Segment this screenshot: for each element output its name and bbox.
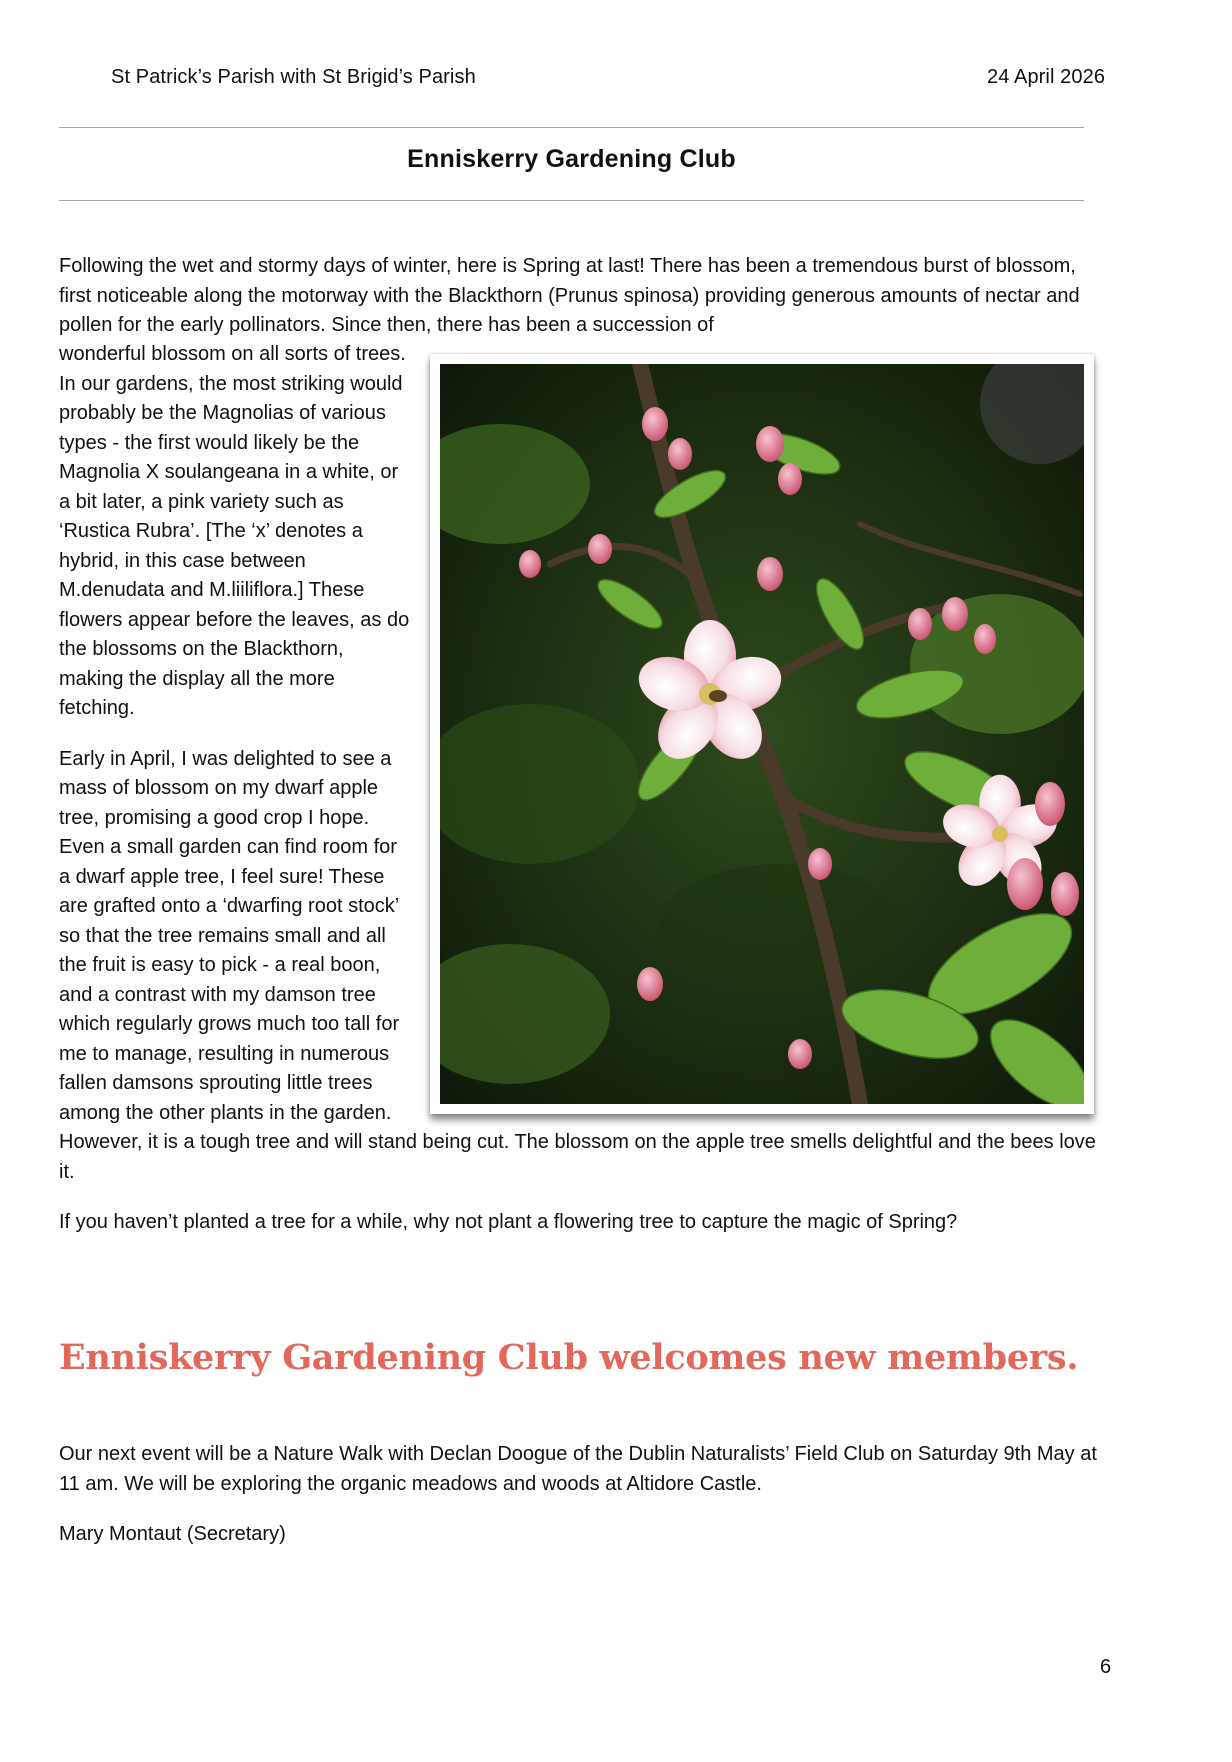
event-section [59,1440,1099,1571]
event-announcement: Our next event will be a Nature Walk with Declan Doogue of the Dublin Naturalists’ Field Club on Saturday 9th May at 11 am. We will be exploring the organic meadows and woods at Altidore Castle. [59,1443,1097,1495]
signature: Mary Montaut (Secretary) [59,1523,286,1545]
paragraph-plant-a-tree: If you haven’t planted a tree for a while, why not plant a flowering tree to capture the magic of Spring? [59,1211,958,1233]
apple-blossom-photo [430,354,1094,1114]
paragraph-magnolias: wonderful blossom on all sorts of trees. In our gardens, the most striking would probably be the Magnolias of various types - the first would likely be the Magnolia X soulangeana in a white, or a bit later, a pink variety such as ‘Rustica Rubra’. [The ‘x’ denotes a hybrid, in this case between M.denudata and M.liiliflora.] These flowers appear before the leaves, as do the blossoms on the Blackthorn, making the display all the more fetching. [59,343,410,719]
page-number: 6 [1100,1656,1112,1678]
title-rule-bottom [59,200,1084,201]
welcome-heading: Enniskerry Gardening Club welcomes new members. [59,1337,1079,1378]
title-rule-top [59,127,1084,128]
intro-paragraph: Following the wet and stormy days of winter, here is Spring at last! There has been a tremendous burst of blossom, first noticeable along the motorway with the Blackthorn (Prunus spinosa) providing generous amounts of nectar and pollen for the early pollinators. Since then, there has been a succession of [59,255,1080,336]
issue-date: 24 April 2026 [987,66,1106,88]
apple-blossom-illustration [440,364,1084,1104]
parish-name: St Patrick’s Parish with St Brigid’s Parish [111,66,476,88]
paragraph-apple-tree: Early in April, I was delighted to see a mass of blossom on my dwarf apple tree, promising a good crop I hope. Even a small garden can find room for a dwarf apple tree, I feel sure! These are grafted onto a ‘dwarfing root stock’ so that the tree remains small and all the fruit is easy to pick - a real boon, and a contrast with my damson tree which regularly grows much too tall for me to manage, resulting in numerous fallen damsons sprouting little trees among the other plants in the garden. However, it is a tough tree and will stand being cut. The blossom on the apple tree smells delightful and the bees love it. [59,747,1096,1183]
article-title: Enniskerry Gardening Club [407,145,736,173]
article-body [59,340,1099,1259]
